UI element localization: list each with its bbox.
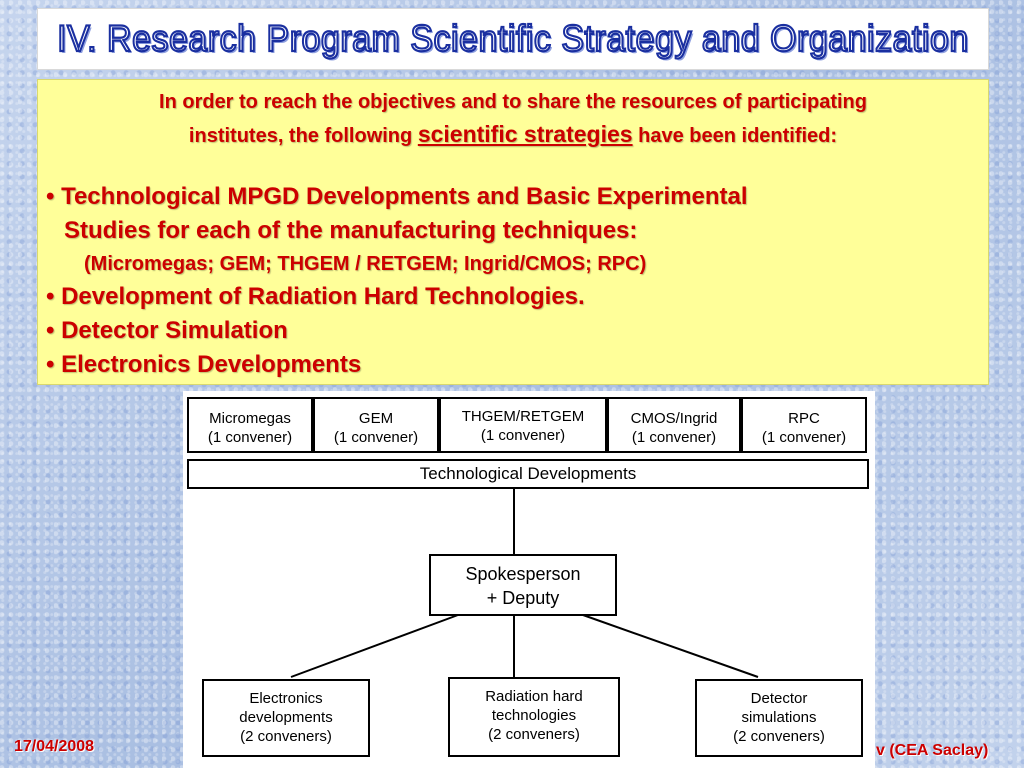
list-item — [46, 280, 747, 314]
group-label: Radiation hard — [485, 688, 583, 705]
list-item — [46, 348, 747, 382]
list-item-text: Development of Radiation Hard Technologies. — [61, 283, 585, 310]
bullet-marker: • — [46, 317, 55, 344]
group-label: developments — [239, 709, 333, 726]
group-label: Electronics — [249, 690, 323, 707]
bullet-marker: • — [46, 283, 55, 310]
group-box-electronics — [202, 679, 370, 757]
title-bar — [37, 8, 989, 70]
tech-name: Micromegas — [209, 410, 291, 427]
group-label: Detector — [750, 690, 808, 707]
deputy-label: + Deputy — [486, 588, 560, 608]
list-item-text: Detector Simulation — [61, 317, 288, 344]
strategy-list — [46, 180, 747, 382]
intro-line-2-pre: institutes, the following — [188, 125, 418, 147]
intro-text — [48, 86, 978, 152]
spokesperson-box — [429, 554, 617, 616]
tech-convener: (1 convener) — [761, 429, 847, 446]
intro-line-1: In order to reach the objectives and to share the resources of participating — [159, 91, 867, 113]
org-chart — [183, 391, 875, 768]
footer-author: v (CEA Saclay) — [876, 742, 989, 759]
tech-name: RPC — [788, 410, 820, 427]
list-item — [46, 180, 747, 214]
list-item — [46, 214, 747, 248]
tech-convener: (1 convener) — [480, 427, 566, 444]
list-item-text: Electronics Developments — [61, 351, 362, 378]
group-label: simulations — [741, 709, 817, 726]
footer-date: 17/04/2008 — [14, 738, 95, 755]
strategy-box — [37, 79, 989, 385]
list-item — [46, 248, 747, 280]
group-box-radiation-hard — [448, 677, 620, 757]
tech-convener: (1 convener) — [333, 429, 419, 446]
list-item — [46, 314, 747, 348]
group-box-detector-sim — [695, 679, 863, 757]
bullet-marker: • — [46, 183, 55, 210]
tech-name: CMOS/Ingrid — [630, 410, 718, 427]
spokesperson-label: Spokesperson — [465, 564, 581, 584]
list-item-text: (Micromegas; GEM; THGEM / RETGEM; Ingrid/CMOS; RPC) — [84, 253, 647, 275]
tech-box-rpc — [741, 397, 867, 453]
tech-box-micromegas — [187, 397, 313, 453]
connector-line — [583, 615, 758, 677]
tech-box-gem — [313, 397, 439, 453]
bullet-marker: • — [46, 351, 55, 378]
tech-convener: (1 convener) — [631, 429, 717, 446]
tech-developments-bar: Technological Developments — [187, 459, 869, 489]
slide-title: IV. Research Program Scientific Strategy and Organization — [57, 17, 969, 59]
connector-line — [291, 615, 458, 677]
group-convener: (2 conveners) — [240, 728, 332, 745]
group-label: technologies — [491, 707, 577, 724]
tech-convener: (1 convener) — [207, 429, 293, 446]
tech-name: THGEM/RETGEM — [461, 408, 585, 425]
tech-name: GEM — [358, 410, 394, 427]
intro-line-2-post: have been identified: — [632, 125, 838, 147]
group-convener: (2 conveners) — [733, 728, 825, 745]
list-item-text: Technological MPGD Developments and Basic Experimental — [61, 183, 748, 210]
list-item-text: Studies for each of the manufacturing techniques: — [64, 217, 638, 244]
intro-emphasis: scientific strategies — [417, 121, 633, 147]
tech-box-cmos — [607, 397, 741, 453]
tech-box-thgem — [439, 397, 607, 453]
group-convener: (2 conveners) — [488, 726, 580, 743]
